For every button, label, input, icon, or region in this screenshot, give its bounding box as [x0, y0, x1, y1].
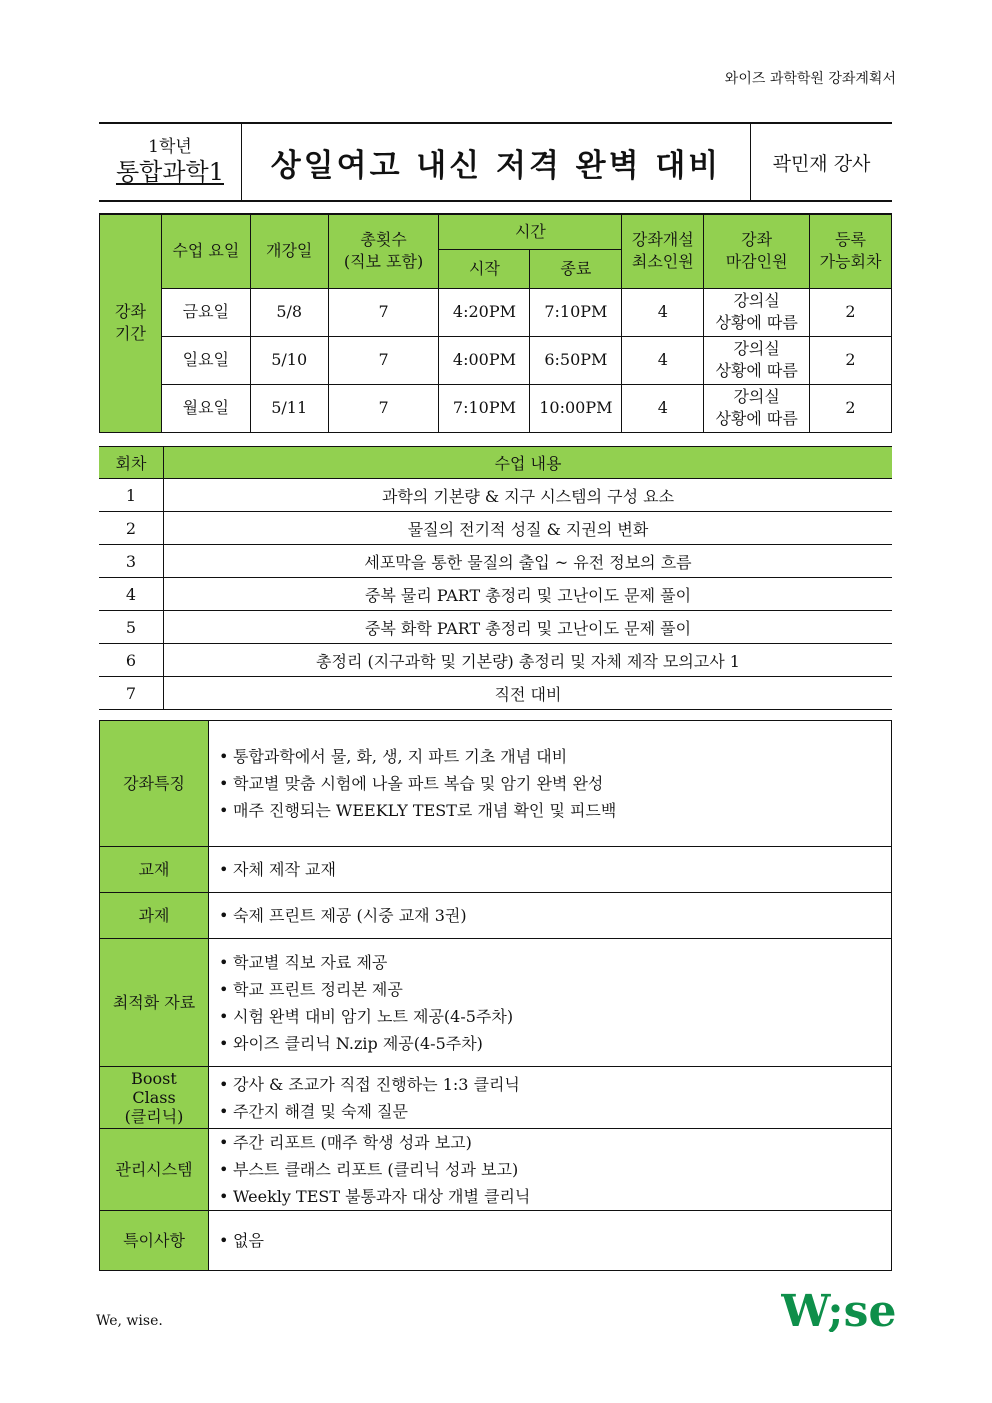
cell-start: 4:20PM: [439, 288, 530, 336]
sessions-table: [99, 446, 892, 710]
header-line: 마감인원: [725, 252, 788, 272]
wise-logo-icon: [781, 1288, 896, 1332]
cell-start: 7:10PM: [439, 384, 530, 432]
session-num: 3: [99, 545, 164, 578]
feature-label-line: 과제: [138, 906, 170, 925]
feature-row: [100, 939, 892, 1067]
header-reg-sessions: [810, 214, 892, 288]
table-row: [99, 545, 892, 578]
feature-item: • 학교별 직보 자료 제공: [219, 949, 891, 976]
cell-close: [704, 384, 810, 432]
header-start-date: 개강일: [250, 214, 328, 288]
document-header-note: 와이즈 과학학원 강좌계획서: [724, 71, 896, 87]
cell-close-line: 강의실: [733, 291, 780, 310]
feature-item: • Weekly TEST 불통과자 대상 개별 클리닉: [219, 1183, 891, 1210]
cell-close-line: 강의실: [733, 339, 780, 358]
header-time: 시간: [439, 214, 622, 249]
feature-item: • 매주 진행되는 WEEKLY TEST로 개념 확인 및 피드백: [219, 797, 891, 824]
header-session-content: 수업 내용: [164, 447, 893, 479]
cell-date: 5/8: [250, 288, 328, 336]
feature-item: • 강사 & 조교가 직접 진행하는 1:3 클리닉: [219, 1071, 891, 1098]
table-row: [99, 578, 892, 611]
table-row: [100, 384, 892, 432]
feature-label-line: 교재: [138, 860, 170, 879]
header-close-students: [704, 214, 810, 288]
feature-label-line: 강좌특징: [123, 774, 185, 793]
cell-end: 6:50PM: [530, 336, 622, 384]
page-title: 상일여고 내신 저격 완벽 대비: [270, 147, 722, 184]
cell-date: 5/11: [250, 384, 328, 432]
table-row: [99, 512, 892, 545]
header-total-count: [328, 214, 439, 288]
session-num: 7: [99, 677, 164, 710]
session-num: 1: [99, 479, 164, 512]
feature-label-line: 관리시스템: [115, 1160, 193, 1179]
sessions-header-row: [99, 447, 892, 479]
feature-content: [209, 1129, 892, 1211]
feature-content: [209, 1211, 892, 1271]
cell-reg: 2: [810, 336, 892, 384]
feature-item: • 학교 프린트 정리본 제공: [219, 976, 891, 1003]
table-row: [99, 677, 892, 710]
feature-label-line: (클리닉): [124, 1107, 184, 1126]
feature-content: [209, 1067, 892, 1129]
table-row: [99, 644, 892, 677]
grade-subject-cell: [99, 123, 242, 201]
session-content: 세포막을 통한 물질의 출입 ~ 유전 정보의 흐름: [164, 545, 893, 578]
session-content: 물질의 전기적 성질 & 지권의 변화: [164, 512, 893, 545]
session-num: 5: [99, 611, 164, 644]
feature-row: [100, 1067, 892, 1129]
subject-label: 통합과학1: [115, 158, 224, 186]
cell-close-line: 상황에 따름: [715, 409, 798, 428]
feature-item: • 자체 제작 교재: [219, 856, 891, 883]
feature-item: • 주간 리포트 (매주 학생 성과 보고): [219, 1129, 891, 1156]
cell-day: 월요일: [161, 384, 250, 432]
cell-close-line: 강의실: [733, 387, 780, 406]
header-line: (직보 포함): [343, 252, 424, 272]
main-title-cell: [242, 123, 751, 201]
period-label-cell: [100, 214, 162, 432]
cell-min: 4: [622, 288, 704, 336]
feature-label: [100, 847, 209, 893]
cell-reg: 2: [810, 384, 892, 432]
feature-label: [100, 721, 209, 847]
feature-item: • 통합과학에서 물, 화, 생, 지 파트 기초 개념 대비: [219, 743, 891, 770]
feature-label-line: 특이사항: [123, 1231, 185, 1250]
feature-row: [100, 1211, 892, 1271]
cell-total: 7: [328, 288, 439, 336]
session-num: 6: [99, 644, 164, 677]
session-num: 2: [99, 512, 164, 545]
feature-row: [100, 1129, 892, 1211]
wise-logo-text: W;se: [781, 1288, 896, 1332]
header-time-start: 시작: [439, 249, 530, 288]
cell-end: 10:00PM: [530, 384, 622, 432]
table-row: [99, 479, 892, 512]
feature-item: • 학교별 맞춤 시험에 나올 파트 복습 및 암기 완벽 완성: [219, 770, 891, 797]
feature-label: [100, 1211, 209, 1271]
schedule-table: [99, 213, 892, 433]
grade-label: 1학년: [148, 137, 192, 157]
feature-item: • 와이즈 클리닉 N.zip 제공(4-5주차): [219, 1030, 891, 1057]
header-day: 수업 요일: [161, 214, 250, 288]
teacher-cell: [751, 123, 893, 201]
feature-row: [100, 847, 892, 893]
cell-start: 4:00PM: [439, 336, 530, 384]
cell-close: [704, 288, 810, 336]
header-line: 등록: [835, 230, 866, 250]
session-content: 직전 대비: [164, 677, 893, 710]
cell-min: 4: [622, 384, 704, 432]
cell-min: 4: [622, 336, 704, 384]
period-label-line: 강좌: [114, 302, 146, 322]
feature-label: [100, 893, 209, 939]
feature-label: [100, 939, 209, 1067]
feature-label: [100, 1067, 209, 1129]
header-line: 강좌: [741, 230, 773, 250]
feature-row: [100, 721, 892, 847]
feature-item: • 시험 완벽 대비 암기 노트 제공(4-5주차): [219, 1003, 891, 1030]
feature-label-line: Class: [132, 1088, 176, 1107]
wise-logo: [781, 1288, 896, 1336]
cell-end: 7:10PM: [530, 288, 622, 336]
session-content: 과학의 기본량 & 지구 시스템의 구성 요소: [164, 479, 893, 512]
features-table: [99, 720, 892, 1271]
header-line: 강좌개설: [631, 230, 694, 250]
feature-content: [209, 939, 892, 1067]
cell-reg: 2: [810, 288, 892, 336]
teacher-name: 곽민재 강사: [772, 152, 871, 175]
cell-date: 5/10: [250, 336, 328, 384]
cell-close-line: 상황에 따름: [715, 361, 798, 380]
feature-item: • 부스트 클래스 리포트 (클리닉 성과 보고): [219, 1156, 891, 1183]
header-line: 가능회차: [819, 252, 882, 272]
cell-day: 금요일: [161, 288, 250, 336]
header-line: 총횟수: [360, 230, 407, 250]
feature-content: [209, 893, 892, 939]
feature-item: • 숙제 프린트 제공 (시중 교재 3권): [219, 902, 891, 929]
feature-item: • 없음: [219, 1227, 891, 1254]
header-session-num: 회차: [99, 447, 164, 479]
session-content: 중복 물리 PART 총정리 및 고난이도 문제 풀이: [164, 578, 893, 611]
title-table: [99, 122, 892, 202]
feature-label: [100, 1129, 209, 1211]
table-row: [100, 288, 892, 336]
feature-label-line: 최적화 자료: [112, 993, 196, 1012]
cell-total: 7: [328, 384, 439, 432]
cell-total: 7: [328, 336, 439, 384]
session-content: 총정리 (지구과학 및 기본량) 총정리 및 자체 제작 모의고사 1: [164, 644, 893, 677]
cell-close: [704, 336, 810, 384]
cell-day: 일요일: [161, 336, 250, 384]
session-num: 4: [99, 578, 164, 611]
header-line: 최소인원: [631, 252, 694, 272]
feature-content: [209, 721, 892, 847]
feature-content: [209, 847, 892, 893]
session-content: 중복 화학 PART 총정리 및 고난이도 문제 풀이: [164, 611, 893, 644]
table-row: [99, 611, 892, 644]
header-time-end: 종료: [530, 249, 622, 288]
period-label-line: 기간: [114, 324, 146, 344]
feature-label-line: Boost: [131, 1069, 177, 1088]
footer-slogan: We, wise.: [96, 1313, 163, 1329]
cell-close-line: 상황에 따름: [715, 313, 798, 332]
feature-item: • 주간지 해결 및 숙제 질문: [219, 1098, 891, 1125]
feature-row: [100, 893, 892, 939]
header-min-students: [622, 214, 704, 288]
table-row: [100, 336, 892, 384]
